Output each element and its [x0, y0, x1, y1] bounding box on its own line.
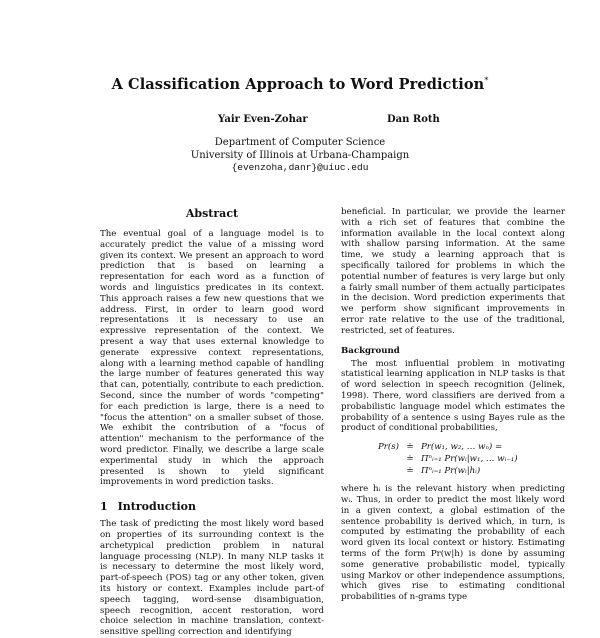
section-number: 1 — [100, 500, 108, 514]
background-heading: Background — [341, 345, 400, 356]
abstract-heading: Abstract — [185, 207, 239, 220]
equation-operator: ≐ — [406, 442, 414, 453]
paper-title — [0, 76, 600, 93]
equation-block — [341, 441, 565, 477]
equation-lhs — [341, 453, 399, 465]
left-column — [100, 207, 324, 638]
equation-lhs — [341, 465, 399, 477]
affiliation — [0, 137, 600, 175]
department: Department of Computer Science — [214, 137, 386, 148]
equation-operator: ≐ — [406, 466, 414, 477]
title-footnote-mark: * — [484, 76, 489, 86]
equation-lhs: Pr(s) — [377, 442, 399, 453]
author-name: Yair Even-Zohar — [218, 114, 308, 125]
paper-title-text: A Classification Approach to Word Prediction — [111, 76, 485, 93]
after-equation-text: where hᵢ is the relevant history when predicting wᵢ. Thus, in order to predict the most likely word in a given context, a global estimation of the sentence probability is derived which, in turn, is computed by estimating the probability of each word given its local context or history. Estimating terms of the form Pr(w|h) is done by assuming some generative probabilistic model, typically using Markov or other independence assumptions, which gives rise to estimating conditional probabilities of n-grams type — [341, 484, 565, 603]
equation-rhs: Πⁿᵢ₌₁ Pr(wᵢ|hᵢ) — [421, 466, 481, 477]
equation-line — [341, 453, 565, 465]
introduction-heading — [100, 500, 324, 513]
equation-rhs: Pr(w₁, w₂, … wₙ) = — [421, 442, 503, 453]
equation-line — [341, 441, 565, 453]
university: University of Illinois at Urbana-Champaign — [190, 149, 410, 161]
email: {evenzoha,danr}@uiuc.edu — [231, 162, 369, 173]
equation-operator: ≐ — [406, 454, 414, 465]
section-title: Introduction — [117, 500, 196, 514]
right-column — [341, 207, 565, 603]
abstract-text: The eventual goal of a language model is to accurately predict the value of a missing word given its context. We present an approach to word prediction that is based on learning a representation for each word as a function of words and linguistics predicates in its context. This approach raises a few new questions that we address. First, in order to learn good word representations it is necessary to use an expressive representation of the context. We present a way that uses external knowledge to generate expressive context representations, along with a learning method capable of handling the large number of features generated this way that can, potentially, contribute to each prediction. Second, since the number of words "competing" for each prediction is large, there is a need to "focus the attention" on a smaller subset of those. We exhibit the contribution of a "focus of attention" mechanism to the performance of the word predictor. Finally, we describe a large scale experimental study in which the approach presented is shown to yield significant improvements in word prediction tasks. — [100, 229, 324, 488]
equation-rhs: Πⁿᵢ₌₁ Pr(wᵢ|w₁, … wᵢ₋₁) — [421, 454, 518, 465]
introduction-text: The task of predicting the most likely word based on properties of its surrounding context is the archetypical prediction problem in natural language processing (NLP). In many NLP tasks it is necessary to determine the most likely word, part-of-speech (POS) tag or any other token, given its history or context. Examples include part-of speech tagging, word-sense disambiguation, speech recognition, accent restoration, word choice selection in machine translation, context-sensitive spelling correction and identifying — [100, 519, 324, 638]
background-text: The most influential problem in motivating statistical learning application in NLP tasks is that of word selection in speech recognition (Jelinek, 1998). There, word classifiers are derived from a probabilistic language model which estimates the probability of a sentence s using Bayes rule as the product of conditional probabilities, — [341, 358, 565, 434]
continuation-text: beneficial. In particular, we provide the learner with a rich set of features that combine the information available in the local context along with shallow parsing information. At the same time, we study a learning approach that is specifically tailored for problems in which the potential number of features is very large but only a fairly small number of them actually participates in the decision. Word prediction experiments that we perform show significant improvements in error rate relative to the use of the traditional, restricted, set of features. — [341, 207, 565, 336]
author-name: Dan Roth — [387, 114, 440, 125]
equation-line — [341, 465, 565, 477]
